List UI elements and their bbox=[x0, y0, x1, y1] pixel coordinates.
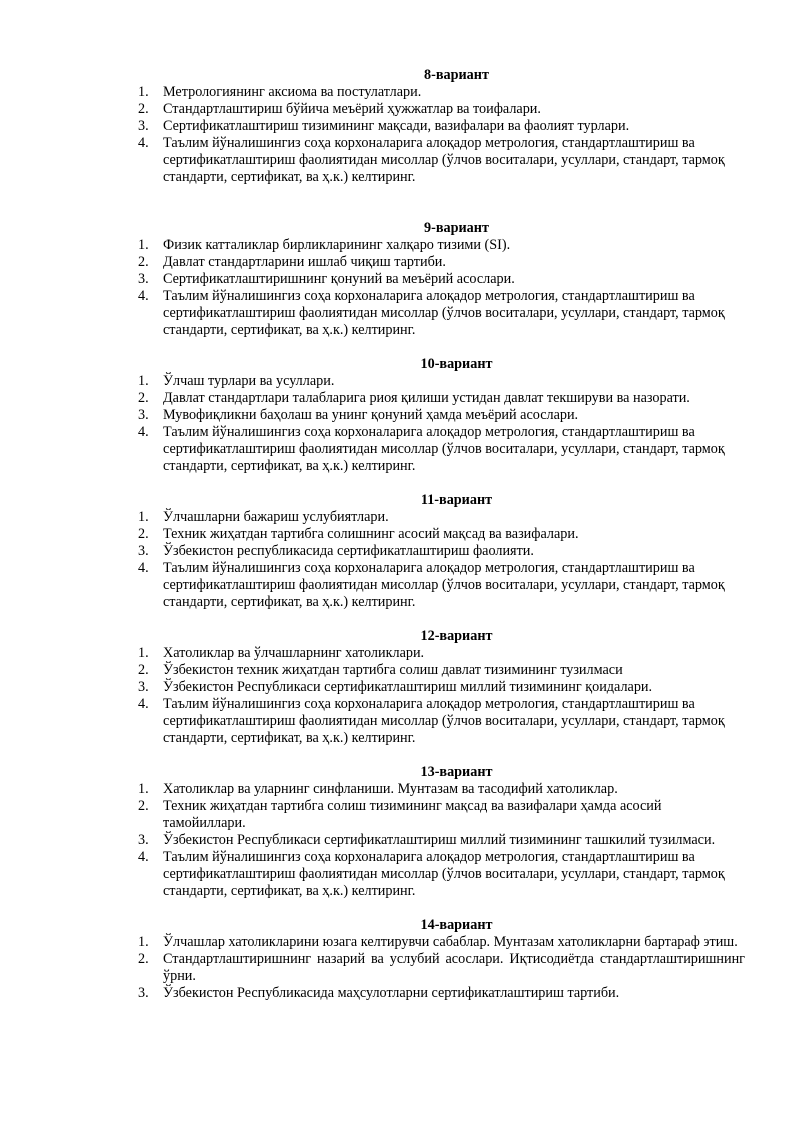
item-number: 4. bbox=[138, 135, 149, 151]
variant-8-section bbox=[138, 67, 745, 186]
item-number: 2. bbox=[138, 951, 149, 967]
item-text: Хатоликлар ва ўлчашларнинг хатоликлари. bbox=[163, 645, 425, 661]
list-item bbox=[138, 781, 745, 798]
item-number: 2. bbox=[138, 254, 149, 270]
item-number: 2. bbox=[138, 390, 149, 406]
item-number: 3. bbox=[138, 679, 149, 695]
item-number: 3. bbox=[138, 407, 149, 423]
list-item bbox=[138, 798, 745, 832]
item-number: 1. bbox=[138, 373, 149, 389]
list-item bbox=[138, 407, 745, 424]
list-item bbox=[138, 696, 745, 747]
list-item bbox=[138, 849, 745, 900]
list-item bbox=[138, 288, 745, 339]
item-number: 3. bbox=[138, 118, 149, 134]
list-item bbox=[138, 645, 745, 662]
item-text: Давлат стандартлари талабларига риоя қилиши устидан давлат текшируви ва назорати. bbox=[163, 390, 690, 406]
item-number: 1. bbox=[138, 934, 149, 950]
item-text: Метрологиянинг аксиома ва постулатлари. bbox=[163, 84, 422, 100]
question-list bbox=[138, 645, 745, 747]
list-item bbox=[138, 101, 745, 118]
variant-heading: 10-вариант bbox=[420, 356, 493, 372]
list-item bbox=[138, 951, 745, 985]
item-text: Мувофиқликни баҳолаш ва унинг қонуний ҳамда меъёрий асослари. bbox=[163, 407, 579, 423]
question-list bbox=[138, 373, 745, 475]
list-item bbox=[138, 662, 745, 679]
list-item bbox=[138, 509, 745, 526]
item-text: Ўзбекистон техник жиҳатдан тартибга солиш давлат тизимининг тузилмаси bbox=[163, 662, 623, 678]
item-number: 1. bbox=[138, 84, 149, 100]
item-number: 4. bbox=[138, 560, 149, 576]
list-item bbox=[138, 135, 745, 186]
list-item bbox=[138, 118, 745, 135]
item-text: Ўлчаш турлари ва усуллари. bbox=[163, 373, 335, 389]
item-text: Техник жиҳатдан тартибга солиш тизимининг мақсад ва вазифалари ҳамда асосий тамойиллари. bbox=[163, 798, 662, 831]
variant-heading: 14-вариант bbox=[420, 917, 493, 933]
list-item bbox=[138, 934, 745, 951]
question-list bbox=[138, 781, 745, 900]
item-number: 3. bbox=[138, 543, 149, 559]
item-number: 1. bbox=[138, 781, 149, 797]
item-number: 4. bbox=[138, 288, 149, 304]
list-item bbox=[138, 84, 745, 101]
item-number: 2. bbox=[138, 662, 149, 678]
list-item bbox=[138, 237, 745, 254]
variant-11-section bbox=[138, 492, 745, 611]
question-list bbox=[138, 237, 745, 339]
variant-12-section bbox=[138, 628, 745, 747]
item-text: Таълим йўналишингиз соҳа корхоналарига алоқадор метрология, стандартлаштириш ва сертификатлаштириш фаолиятидан мисоллар (ўлчов воситалари, усуллари, стандарт, тармоқ стандарти, сертификат, ва ҳ.к.) келтиринг. bbox=[163, 288, 725, 338]
item-number: 1. bbox=[138, 237, 149, 253]
variant-10-section bbox=[138, 356, 745, 475]
item-text: Техник жиҳатдан тартибга солишнинг асосий мақсад ва вазифалари. bbox=[163, 526, 579, 542]
list-item bbox=[138, 543, 745, 560]
item-number: 2. bbox=[138, 798, 149, 814]
question-list bbox=[138, 509, 745, 611]
item-text: Ўлчашларни бажариш услубиятлари. bbox=[163, 509, 389, 525]
item-text: Таълим йўналишингиз соҳа корхоналарига алоқадор метрология, стандартлаштириш ва сертификатлаштириш фаолиятидан мисоллар (ўлчов воситалари, усуллари, стандарт, тармоқ стандарти, сертификат, ва ҳ.к.) келтиринг. bbox=[163, 696, 725, 746]
item-number: 1. bbox=[138, 509, 149, 525]
list-item bbox=[138, 424, 745, 475]
item-number: 4. bbox=[138, 696, 149, 712]
item-text: Стандартлаштиришнинг назарий ва услубий асослари. Иқтисодиётда стандартлаштиришнинг ўрни. bbox=[163, 951, 745, 984]
item-number: 3. bbox=[138, 271, 149, 287]
item-text: Физик катталиклар бирликларининг халқаро тизими (SI). bbox=[163, 237, 511, 253]
list-item bbox=[138, 679, 745, 696]
item-number: 1. bbox=[138, 645, 149, 661]
item-text: Давлат стандартларини ишлаб чиқиш тартиби. bbox=[163, 254, 446, 270]
item-text: Ўзбекистон Республикасида маҳсулотларни сертификатлаштириш тартиби. bbox=[163, 985, 620, 1001]
item-number: 3. bbox=[138, 832, 149, 848]
variant-13-section bbox=[138, 764, 745, 900]
item-text: Сертификатлаштириш тизимининг мақсади, вазифалари ва фаолият турлари. bbox=[163, 118, 630, 134]
item-number: 4. bbox=[138, 849, 149, 865]
item-number: 2. bbox=[138, 526, 149, 542]
list-item bbox=[138, 390, 745, 407]
list-item bbox=[138, 560, 745, 611]
item-text: Таълим йўналишингиз соҳа корхоналарига алоқадор метрология, стандартлаштириш ва сертификатлаштириш фаолиятидан мисоллар (ўлчов воситалари, усуллари, стандарт, тармоқ стандарти, сертификат, ва ҳ.к.) келтиринг. bbox=[163, 424, 725, 474]
list-item bbox=[138, 832, 745, 849]
list-item bbox=[138, 526, 745, 543]
item-text: Ўзбекистон республикасида сертификатлаштириш фаолияти. bbox=[163, 543, 534, 559]
variant-heading: 11-вариант bbox=[420, 492, 493, 508]
list-item bbox=[138, 254, 745, 271]
variant-heading: 9-вариант bbox=[424, 220, 489, 236]
list-item bbox=[138, 373, 745, 390]
list-item bbox=[138, 985, 745, 1002]
item-text: Хатоликлар ва уларнинг синфланиши. Мунтазам ва тасодифий хатоликлар. bbox=[163, 781, 618, 797]
variant-heading: 13-вариант bbox=[420, 764, 493, 780]
item-text: Таълим йўналишингиз соҳа корхоналарига алоқадор метрология, стандартлаштириш ва сертификатлаштириш фаолиятидан мисоллар (ўлчов воситалари, усуллари, стандарт, тармоқ стандарти, сертификат, ва ҳ.к.) келтиринг. bbox=[163, 849, 725, 899]
question-list bbox=[138, 84, 745, 186]
item-text: Стандартлаштириш бўйича меъёрий ҳужжатлар ва тоифалари. bbox=[163, 101, 541, 117]
item-text: Ўзбекистон Республикаси сертификатлаштириш миллий тизимининг қоидалари. bbox=[163, 679, 653, 695]
variant-9-section bbox=[138, 220, 745, 339]
item-text: Сертификатлаштиришнинг қонуний ва меъёрий асослари. bbox=[163, 271, 515, 287]
list-item bbox=[138, 271, 745, 288]
question-list bbox=[138, 934, 745, 1002]
item-text: Таълим йўналишингиз соҳа корхоналарига алоқадор метрология, стандартлаштириш ва сертификатлаштириш фаолиятидан мисоллар (ўлчов воситалари, усуллари, стандарт, тармоқ стандарти, сертификат, ва ҳ.к.) келтиринг. bbox=[163, 135, 725, 185]
item-text: Ўлчашлар хатоликларини юзага келтирувчи сабаблар. Мунтазам хатоликларни бартараф этиш. bbox=[163, 934, 738, 950]
item-number: 4. bbox=[138, 424, 149, 440]
item-text: Таълим йўналишингиз соҳа корхоналарига алоқадор метрология, стандартлаштириш ва сертификатлаштириш фаолиятидан мисоллар (ўлчов воситалари, усуллари, стандарт, тармоқ стандарти, сертификат, ва ҳ.к.) келтиринг. bbox=[163, 560, 725, 610]
item-number: 3. bbox=[138, 985, 149, 1001]
item-text: Ўзбекистон Республикаси сертификатлаштириш миллий тизимининг ташкилий тузилмаси. bbox=[163, 832, 716, 848]
variant-heading: 12-вариант bbox=[420, 628, 493, 644]
variant-14-section bbox=[138, 917, 745, 1002]
variant-heading: 8-вариант bbox=[424, 67, 489, 83]
item-number: 2. bbox=[138, 101, 149, 117]
